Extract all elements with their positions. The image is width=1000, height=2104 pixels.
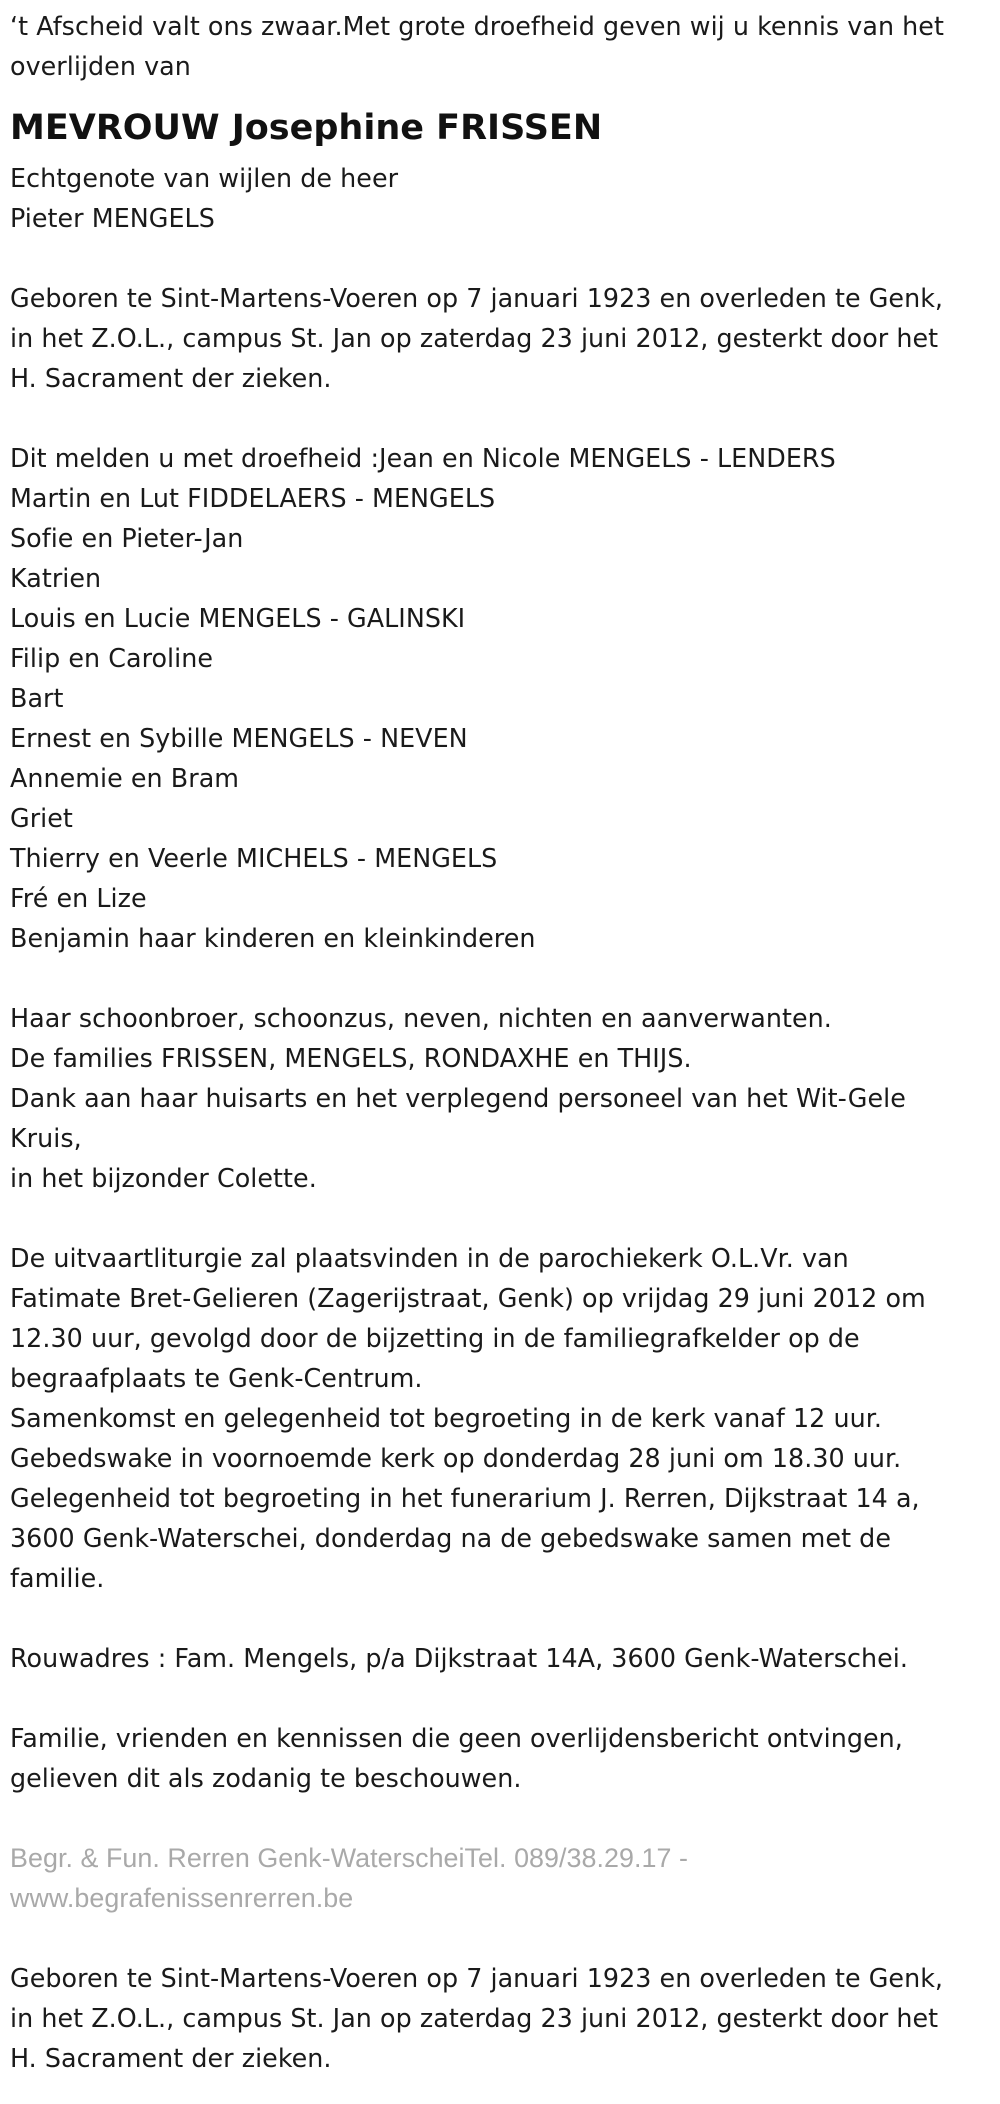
text-line: 3600 Genk-Waterschei, donderdag na de gebedswake samen met de [10, 1523, 891, 1553]
text-line: overlijden van [10, 51, 191, 81]
text-line: Ernest en Sybille MENGELS - NEVEN [10, 723, 468, 753]
paragraph-gap [10, 958, 995, 998]
text-line: Fré en Lize [10, 883, 147, 913]
text-line: Louis en Lucie MENGELS - GALINSKI [10, 603, 466, 633]
text-line: Sofie en Pieter-Jan [10, 523, 244, 553]
obituary-text [10, 6, 995, 2078]
text-line: begraafplaats te Genk-Centrum. [10, 1363, 423, 1393]
text-line: Fatimate Bret-Gelieren (Zagerijstraat, Genk) op vrijdag 29 juni 2012 om [10, 1283, 926, 1313]
text-line: Dank aan haar huisarts en het verplegend personeel van het Wit-Gele [10, 1083, 906, 1113]
text-line: Rouwadres : Fam. Mengels, p/a Dijkstraat 14A, 3600 Genk-Waterschei. [10, 1643, 908, 1673]
paragraph-gap [10, 1598, 995, 1638]
text-line: Geboren te Sint-Martens-Voeren op 7 januari 1923 en overleden te Genk, [10, 283, 944, 313]
text-line: 12.30 uur, gevolgd door de bijzetting in de familiegrafkelder op de [10, 1323, 860, 1353]
text-line: Katrien [10, 563, 102, 593]
deceased-name: MEVROUW Josephine FRISSEN [10, 108, 603, 148]
birth-death-repeat-paragraph [10, 1958, 995, 2078]
text-line: in het Z.O.L., campus St. Jan op zaterdag 23 juni 2012, gesterkt door het [10, 323, 939, 353]
text-line: in het bijzonder Colette. [10, 1163, 317, 1193]
address-paragraph [10, 1638, 995, 1678]
text-line: familie. [10, 1563, 105, 1593]
text-line: Begr. & Fun. Rerren Genk-WaterscheiTel. 089/38.29.17 - [10, 1843, 689, 1873]
text-line: Geboren te Sint-Martens-Voeren op 7 januari 1923 en overleden te Genk, [10, 1963, 944, 1993]
paragraph-gap [10, 1918, 995, 1958]
text-line: Gebedswake in voornoemde kerk op donderdag 28 juni om 18.30 uur. [10, 1443, 902, 1473]
paragraph-gap [10, 1678, 995, 1718]
text-line: gelieven dit als zodanig te beschouwen. [10, 1763, 522, 1793]
text-line: Pieter MENGELS [10, 203, 215, 233]
birth-death-paragraph [10, 278, 995, 398]
text-line: www.begrafenissenrerren.be [10, 1883, 354, 1913]
notice-paragraph [10, 1718, 995, 1798]
text-line: Griet [10, 803, 73, 833]
text-line: Filip en Caroline [10, 643, 214, 673]
text-line: Familie, vrienden en kennissen die geen overlijdensbericht ontvingen, [10, 1723, 903, 1753]
text-line: De uitvaartliturgie zal plaatsvinden in de parochiekerk O.L.Vr. van [10, 1243, 849, 1273]
text-line: Martin en Lut FIDDELAERS - MENGELS [10, 483, 496, 513]
ceremony-paragraph [10, 1238, 995, 1598]
text-line: Thierry en Veerle MICHELS - MENGELS [10, 843, 498, 873]
text-line: Gelegenheid tot begroeting in het funerarium J. Rerren, Dijkstraat 14 a, [10, 1483, 920, 1513]
paragraph-gap [10, 398, 995, 438]
text-line: H. Sacrament der zieken. [10, 2043, 332, 2073]
relatives-paragraph [10, 998, 995, 1198]
text-line: Samenkomst en gelegenheid tot begroeting in de kerk vanaf 12 uur. [10, 1403, 882, 1433]
text-line: ‘t Afscheid valt ons zwaar.Met grote droefheid geven wij u kennis van het [10, 11, 944, 41]
text-line: H. Sacrament der zieken. [10, 363, 332, 393]
text-line: in het Z.O.L., campus St. Jan op zaterdag 23 juni 2012, gesterkt door het [10, 2003, 939, 2033]
text-line: Echtgenote van wijlen de heer [10, 163, 399, 193]
intro-paragraph [10, 6, 995, 86]
text-line: Benjamin haar kinderen en kleinkinderen [10, 923, 536, 953]
funeral-home-credit [10, 1838, 995, 1918]
text-line: Annemie en Bram [10, 763, 240, 793]
spouse-paragraph [10, 158, 995, 238]
text-line: Dit melden u met droefheid :Jean en Nicole MENGELS - LENDERS [10, 443, 836, 473]
text-line: Haar schoonbroer, schoonzus, neven, nichten en aanverwanten. [10, 1003, 832, 1033]
paragraph-gap [10, 1198, 995, 1238]
paragraph-gap [10, 238, 995, 278]
text-line: Kruis, [10, 1123, 82, 1153]
family-paragraph [10, 438, 995, 958]
text-line: De families FRISSEN, MENGELS, RONDAXHE en THIJS. [10, 1043, 692, 1073]
text-line: Bart [10, 683, 64, 713]
paragraph-gap [10, 1798, 995, 1838]
